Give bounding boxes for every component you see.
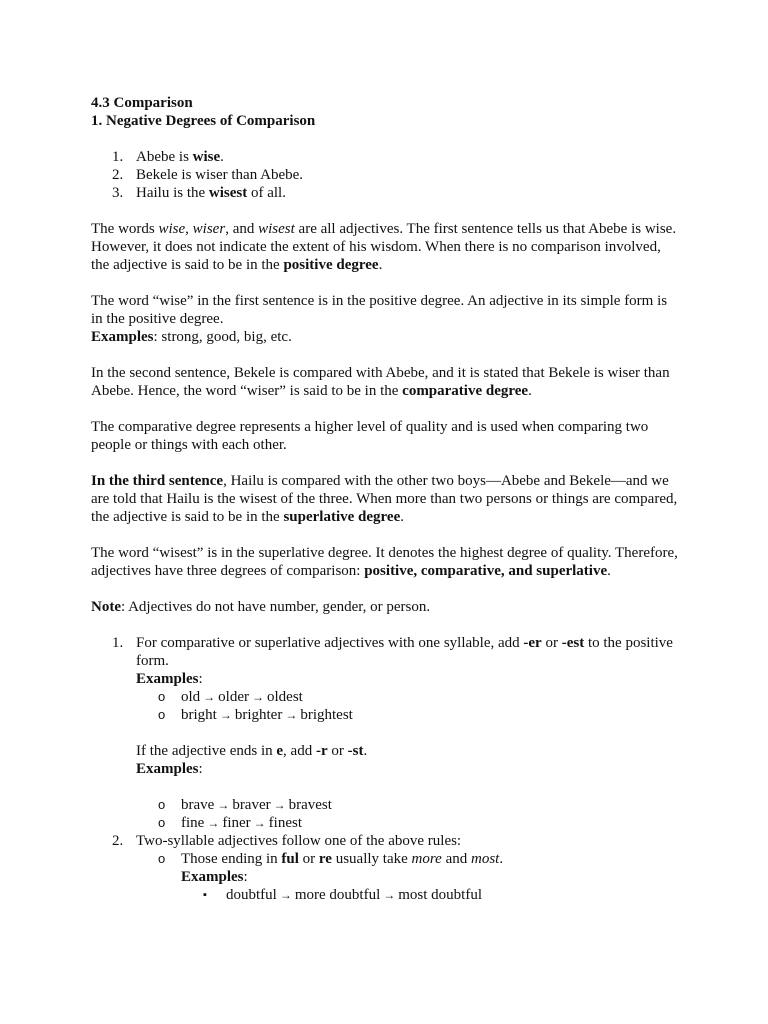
paragraph-examples: Examples: strong, good, big, etc. — [91, 329, 292, 345]
list-item: 2. Bekele is wiser than Abebe. — [112, 167, 304, 183]
list-item: 3. Hailu is the wisest of all. — [112, 185, 286, 201]
arrow-icon: → — [207, 816, 220, 830]
note: Note: Adjectives do not have number, gender, or person. — [91, 599, 431, 615]
examples-label: Examples: — [136, 761, 203, 777]
examples-label: Examples: — [181, 869, 248, 885]
arrow-icon: → — [253, 816, 266, 830]
paragraph-wise: The word “wise” in the first sentence is in the positive degree. An adjective in its simple form is in the positive degree. — [91, 293, 668, 327]
arrow-icon: → — [279, 888, 292, 902]
arrow-icon: → — [219, 708, 232, 722]
rules-list — [91, 634, 681, 904]
list-item: o bright → brighter → brightest — [158, 707, 353, 723]
paragraph-three-degrees: The word “wisest” is in the superlative degree. It denotes the highest degree of quality. Therefore, adjectives have three degrees of comparison: positive, comparative, and superlative. — [91, 545, 678, 579]
e-rule: If the adjective ends in e, add -r or -st. — [136, 743, 368, 759]
arrow-icon: → — [217, 798, 230, 812]
list-item: 1. Abebe is wise. — [112, 149, 224, 165]
list-item: o brave → braver → bravest — [158, 797, 332, 813]
arrow-icon: → — [273, 798, 286, 812]
list-item: 1. For comparative or superlative adjectives with one syllable, add -er or -est to the positive form. — [112, 635, 673, 669]
examples-label: Examples: — [136, 671, 203, 687]
section-heading: 4.3 Comparison — [91, 95, 193, 111]
arrow-icon: → — [203, 690, 216, 704]
document-content — [91, 94, 681, 904]
paragraph-positive-degree: The words wise, wiser, and wisest are all adjectives. The first sentence tells us that Abebe is wise. However, it does not indicate the extent of his wisdom. When there is no comparison involved, the adjective is said to be in the positive degree. — [91, 221, 677, 273]
arrow-icon: → — [252, 690, 264, 704]
list-item: o old → older → oldest — [158, 689, 303, 705]
list-item: 2. Two-syllable adjectives follow one of the above rules: — [112, 833, 462, 849]
list-item: ▪ doubtful → more doubtful → most doubtful — [203, 887, 483, 903]
list-item: o fine → finer → finest — [158, 815, 302, 831]
paragraph-superlative: In the third sentence, Hailu is compared with the other two boys—Abebe and Bekele—and we are told that Hailu is the wisest of the three. When more than two persons or things are compared, the adjective is said to be in the superlative degree. — [91, 473, 678, 525]
paragraph-comparative-definition: The comparative degree represents a higher level of quality and is used when comparing two people or things with each other. — [91, 419, 649, 453]
subsection-heading: 1. Negative Degrees of Comparison — [91, 113, 316, 129]
arrow-icon: → — [383, 888, 396, 902]
arrow-icon: → — [285, 708, 298, 722]
list-item: o Those ending in ful or re usually take more and most. — [158, 851, 504, 867]
paragraph-comparative: In the second sentence, Bekele is compared with Abebe, and it is stated that Bekele is wiser than Abebe. Hence, the word “wiser” is said to be in the comparative degree. — [91, 365, 670, 399]
examples-list — [91, 148, 681, 202]
